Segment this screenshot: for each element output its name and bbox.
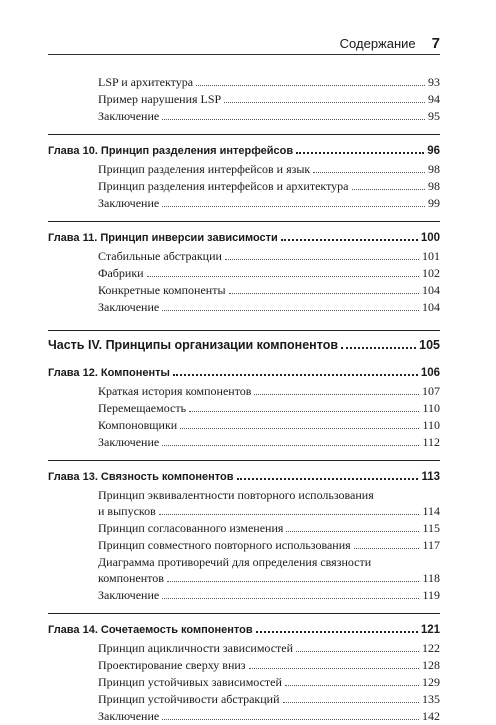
section-divider <box>48 221 440 222</box>
leader-dots <box>296 651 419 652</box>
leader-dots <box>162 598 419 599</box>
section-divider <box>48 460 440 461</box>
leader-dots <box>237 478 419 480</box>
toc-entry[interactable]: и выпусков 114 <box>98 504 440 518</box>
toc-entry-line[interactable]: Диаграмма противоречий для определения связности <box>98 555 372 569</box>
toc-entry[interactable]: Перемещаемость 110 <box>98 401 440 415</box>
leader-dots <box>256 631 418 633</box>
page-number: 7 <box>431 34 440 52</box>
toc-entry[interactable]: Принцип ацикличности зависимостей 122 <box>98 641 440 655</box>
leader-dots <box>162 719 419 720</box>
toc-entry[interactable]: Принцип совместного повторного использования 117 <box>98 538 440 552</box>
leader-dots <box>162 206 425 207</box>
toc-entry-line[interactable]: Принцип эквивалентности повторного использования <box>98 488 374 502</box>
leader-dots <box>341 347 416 349</box>
leader-dots <box>249 668 419 669</box>
toc-chapter-10[interactable]: Глава 10. Принцип разделения интерфейсов 96 <box>48 145 440 157</box>
toc-entry[interactable]: Стабильные абстракции 101 <box>98 249 440 263</box>
toc-part-4[interactable]: Часть IV. Принципы организации компонентов 105 <box>48 338 440 352</box>
toc-chapter-13[interactable]: Глава 13. Связность компонентов 113 <box>48 471 440 483</box>
leader-dots <box>254 394 419 395</box>
toc-entry[interactable]: Заключение 142 <box>98 709 440 723</box>
leader-dots <box>162 445 419 446</box>
leader-dots <box>196 85 425 86</box>
toc-entry[interactable]: Пример нарушения LSP 94 <box>98 92 440 106</box>
leader-dots <box>189 411 419 412</box>
toc-entry[interactable]: Заключение 99 <box>98 196 440 210</box>
toc-entry[interactable]: Заключение 112 <box>98 435 440 449</box>
table-of-contents <box>48 74 440 725</box>
toc-entry[interactable]: Краткая история компонентов 107 <box>98 384 440 398</box>
leader-dots <box>313 172 425 173</box>
toc-chapter-12[interactable]: Глава 12. Компоненты 106 <box>48 367 440 379</box>
running-header <box>48 32 440 55</box>
leader-dots <box>162 310 419 311</box>
leader-dots <box>281 239 418 241</box>
section-divider <box>48 613 440 614</box>
toc-chapter-14[interactable]: Глава 14. Сочетаемость компонентов 121 <box>48 624 440 636</box>
leader-dots <box>352 189 426 190</box>
leader-dots <box>286 531 419 532</box>
toc-entry[interactable]: компонентов 118 <box>98 571 440 585</box>
toc-entry[interactable]: Принцип разделения интерфейсов и архитектура 98 <box>98 179 440 193</box>
toc-entry[interactable]: LSP и архитектура 93 <box>98 75 440 89</box>
toc-entry[interactable]: Конкретные компоненты 104 <box>98 283 440 297</box>
leader-dots <box>225 259 419 260</box>
leader-dots <box>296 152 424 154</box>
leader-dots <box>285 685 419 686</box>
leader-dots <box>167 581 420 582</box>
toc-entry[interactable]: Заключение 104 <box>98 300 440 314</box>
part-divider <box>48 330 440 331</box>
toc-entry[interactable]: Фабрики 102 <box>98 266 440 280</box>
section-divider <box>48 134 440 135</box>
leader-dots <box>162 119 425 120</box>
toc-entry[interactable]: Принцип разделения интерфейсов и язык 98 <box>98 162 440 176</box>
toc-entry[interactable]: Принцип устойчивости абстракций 135 <box>98 692 440 706</box>
leader-dots <box>283 702 419 703</box>
toc-entry[interactable]: Принцип устойчивых зависимостей 129 <box>98 675 440 689</box>
leader-dots <box>173 374 418 376</box>
toc-entry[interactable]: Компоновщики 110 <box>98 418 440 432</box>
toc-entry[interactable]: Проектирование сверху вниз 128 <box>98 658 440 672</box>
toc-entry[interactable]: Заключение 95 <box>98 109 440 123</box>
header-title: Содержание <box>339 35 416 51</box>
leader-dots <box>354 548 420 549</box>
leader-dots <box>159 514 420 515</box>
leader-dots <box>147 276 419 277</box>
toc-entry[interactable]: Принцип согласованного изменения 115 <box>98 521 440 535</box>
toc-entry[interactable]: Заключение 119 <box>98 588 440 602</box>
leader-dots <box>229 293 419 294</box>
leader-dots <box>180 428 419 429</box>
leader-dots <box>224 102 425 103</box>
toc-chapter-11[interactable]: Глава 11. Принцип инверсии зависимости 100 <box>48 232 440 244</box>
